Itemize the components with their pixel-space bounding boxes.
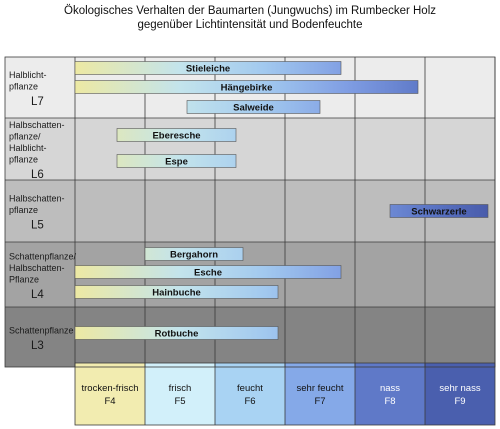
bar-group [75, 81, 418, 94]
column-header-cell [145, 363, 215, 425]
column-label: nass [379, 383, 401, 394]
bar-label: Espe [165, 156, 188, 168]
column-header-cell [285, 363, 355, 425]
column-label: sehr feucht [296, 383, 344, 394]
row-label-code: L7 [31, 96, 44, 108]
row-label-code: L5 [31, 219, 44, 232]
column-header-cell [355, 363, 425, 425]
column-code: F4 [104, 396, 116, 407]
row-label-text: pflanze [9, 154, 39, 165]
column-label: trocken-frisch [81, 383, 139, 394]
bar-label: Schwarzerle [411, 206, 467, 218]
row-label-code: L4 [31, 288, 44, 301]
column-header-cell [425, 363, 495, 425]
bar-group [75, 266, 341, 279]
row-label-text: Halblicht- [9, 70, 47, 80]
chart-title-line-1: Ökologisches Verhalten der Baumarten (Jungwuchs) im Rumbecker Holz [64, 5, 436, 17]
bar-group [145, 248, 243, 261]
column-header-cell [75, 363, 145, 425]
bar-label: Salweide [233, 102, 274, 114]
column-code: F7 [314, 396, 326, 407]
column-code: F5 [174, 396, 186, 407]
row-label-text: Schattenpflanze/ [9, 251, 77, 262]
row-label-text: Pflanze [9, 274, 40, 285]
column-label: frisch [168, 383, 192, 394]
bar-label: Rotbuche [154, 328, 199, 340]
chart-title-line-2: gegenüber Lichtintensität und Bodenfeuchte [137, 19, 363, 31]
row-label-text: pflanze [9, 81, 39, 92]
row-label-text: Halbschatten- [9, 120, 65, 130]
row-label-text: pflanze [9, 205, 39, 215]
row-label-text: pflanze/ [9, 131, 41, 142]
row-band [5, 118, 495, 180]
bar-group [75, 327, 278, 340]
column-label: sehr nass [439, 383, 481, 394]
bar-group [117, 155, 236, 168]
bar-label: Hängebirke [220, 82, 273, 94]
column-header-cell [215, 363, 285, 425]
row-label-text: Halbschatten- [9, 193, 65, 204]
column-code: F8 [384, 396, 396, 407]
row-label-code: L3 [31, 339, 44, 352]
bar-group [390, 205, 488, 218]
column-label: feucht [237, 383, 263, 394]
column-code: F9 [454, 396, 466, 407]
row-label-code: L6 [31, 169, 44, 181]
bar-label: Esche [194, 267, 222, 279]
bar-label: Hainbuche [152, 287, 201, 299]
bar-label: Bergahorn [169, 249, 219, 261]
bar-group [75, 62, 341, 75]
bar-label: Eberesche [152, 130, 201, 142]
row-label-text: Halblicht- [9, 143, 47, 153]
column-code: F6 [244, 396, 256, 407]
bar-group [187, 101, 320, 114]
row-label-text: Halbschatten- [9, 262, 65, 273]
bar-label: Stieleiche [185, 63, 231, 75]
bar-group [75, 286, 278, 299]
bar-group [117, 129, 236, 142]
row-label-text: Schattenpflanze [9, 325, 74, 336]
